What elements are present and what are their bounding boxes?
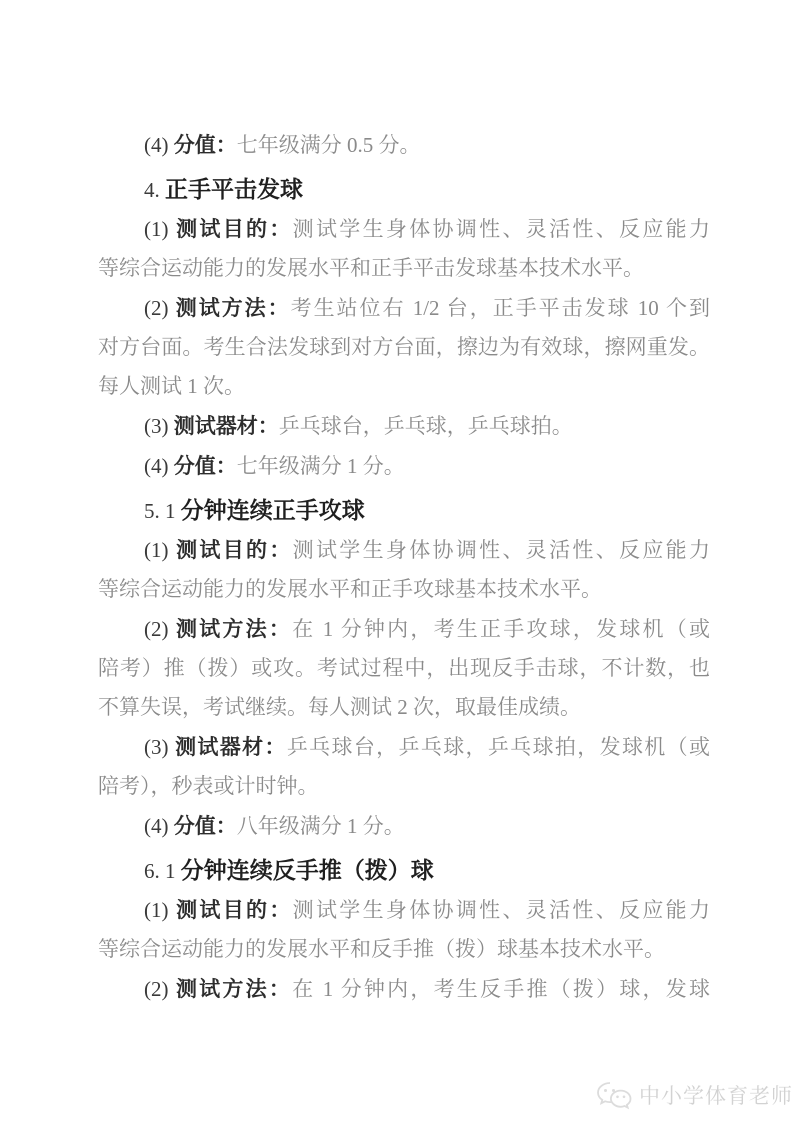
text-line [98,728,710,767]
body-text: 八年级满分 1 分。 [236,814,405,838]
text-line [98,970,710,1009]
field-label: 测试方法： [175,297,291,320]
watermark [596,1078,793,1112]
body-text: 等综合运动能力的发展水平和正手攻球基本技术水平。 [98,577,602,601]
body-text: 七年级满分 0.5 分。 [236,133,421,157]
body-text: 陪考）推（拨）或攻。考试过程中，出现反手击球，不计数，也 [98,656,710,680]
text-line [98,688,710,727]
field-label: 分值： [173,134,237,157]
text-line [98,767,710,806]
section-heading [98,491,710,530]
section-heading [98,851,710,890]
body-text: 测试学生身体协调性、灵活性、反应能力 [292,898,710,922]
item-number: (4) [144,454,174,478]
field-label: 分值： [173,455,237,478]
paragraph [98,531,710,609]
text-line [98,531,710,570]
item-number: (1) [144,217,177,241]
body-text: 在 1 分钟内，考生正手攻球，发球机（或 [292,617,710,641]
field-label: 测试方法： [175,978,293,1001]
text-line [98,649,710,688]
item-number: 5. 1 [144,499,181,523]
body-text: 每人测试 1 次。 [98,374,245,398]
body-text: 等综合运动能力的发展水平和正手平击发球基本技术水平。 [98,256,644,280]
body-text: 七年级满分 1 分。 [236,454,405,478]
field-label: 测试器材： [175,736,287,759]
item-number: (1) [144,538,177,562]
text-line [98,328,710,367]
text-line [98,126,710,165]
body-text: 等综合运动能力的发展水平和反手推（拨）球基本技术水平。 [98,937,665,961]
text-line [98,610,710,649]
paragraph [98,407,710,446]
text-line [98,249,710,288]
item-number: (4) [144,133,174,157]
item-number: (1) [144,898,177,922]
body-text: 不算失误，考试继续。每人测试 2 次，取最佳成绩。 [98,695,581,719]
paragraph [98,728,710,806]
item-number: (4) [144,814,174,838]
paragraph [98,210,710,288]
body-text: 测试学生身体协调性、灵活性、反应能力 [292,538,710,562]
item-number: (3) [144,735,176,759]
text-line [98,407,710,446]
wechat-icon [596,1080,632,1110]
paragraph [98,126,710,165]
item-number: (2) [144,296,176,320]
field-label: 测试方法： [175,618,293,641]
watermark-text: 中小学体育老师 [639,1085,793,1108]
text-line [98,930,710,969]
section-heading [98,170,710,209]
body-text: 陪考），秒表或计时钟。 [98,774,319,798]
body-text: 对方台面。考生合法发球到对方台面，擦边为有效球，擦网重发。 [98,335,710,359]
body-text: 乒乓球台，乒乓球，乒乓球拍。 [278,414,573,438]
paragraph [98,891,710,969]
item-number: 6. 1 [144,859,181,883]
text-line [98,447,710,486]
body-text: 考生站位右 1/2 台，正手平击发球 10 个到 [290,296,710,320]
item-number: (2) [144,617,176,641]
field-label: 测试目的： [176,218,293,241]
item-number: (2) [144,977,176,1001]
paragraph [98,970,710,1009]
text-line [98,367,710,406]
heading-line [98,170,710,209]
text-line [98,210,710,249]
heading-text: 正手平击发球 [165,176,303,202]
heading-line [98,491,710,530]
field-label: 分值： [173,815,237,838]
body-text: 乒乓球台，乒乓球，乒乓球拍，发球机（或 [286,735,710,759]
item-number: (3) [144,414,174,438]
heading-line [98,851,710,890]
paragraph [98,610,710,727]
paragraph [98,807,710,846]
field-label: 测试器材： [173,415,279,438]
text-line [98,289,710,328]
body-text: 测试学生身体协调性、灵活性、反应能力 [292,217,710,241]
paragraph [98,289,710,406]
document-body [98,126,710,1009]
text-line [98,891,710,930]
field-label: 测试目的： [176,899,293,922]
text-line [98,570,710,609]
text-line [98,807,710,846]
item-number: 4. [144,178,165,202]
paragraph [98,447,710,486]
body-text: 在 1 分钟内，考生反手推（拨）球，发球 [292,977,710,1001]
heading-text: 分钟连续反手推（拨）球 [180,857,434,883]
heading-text: 分钟连续正手攻球 [180,497,365,523]
field-label: 测试目的： [176,539,293,562]
